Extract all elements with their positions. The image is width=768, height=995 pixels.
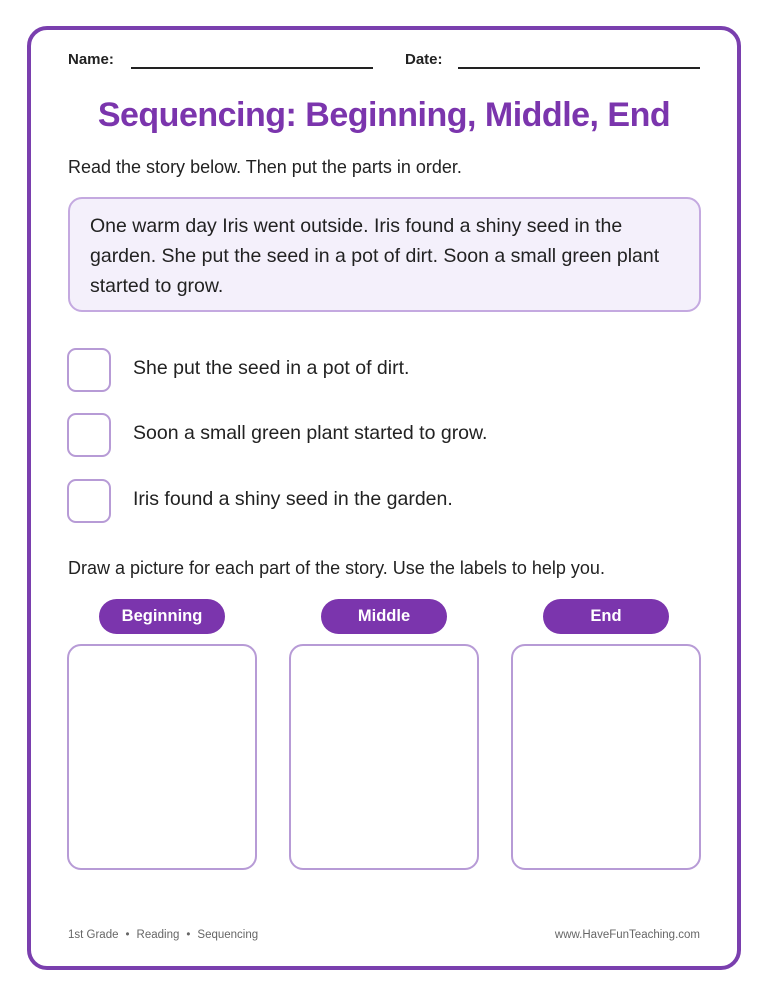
sequence-item [67,348,701,392]
footer-topic: Sequencing [197,929,259,941]
beginning-label: Beginning [99,599,225,634]
end-label: End [543,599,669,634]
middle-label: Middle [321,599,447,634]
name-label: Name: [68,51,114,68]
story-box [68,197,701,312]
sequence-item [67,413,701,457]
order-checkbox[interactable] [67,413,111,457]
story-text: One warm day Iris went outside. Iris found a shiny seed in the garden. She put the seed in a pot of dirt. Soon a small green plant started to grow. [90,215,660,297]
page-title: Sequencing: Beginning, Middle, End [97,96,671,134]
footer-separator: • [125,929,130,941]
order-checkbox[interactable] [67,348,111,392]
beginning-drawing-box[interactable] [67,644,257,870]
footer-separator: • [186,929,191,941]
middle-drawing-box[interactable] [289,644,479,870]
draw-instruction: Draw a picture for each part of the story. Use the labels to help you. [68,558,605,578]
sequence-item-text: Soon a small green plant started to grow. [133,422,488,444]
end-drawing-box[interactable] [511,644,701,870]
footer-website[interactable]: www.HaveFunTeaching.com [554,929,700,941]
order-checkbox[interactable] [67,479,111,523]
footer-subject: Reading [136,929,180,941]
footer-grade: 1st Grade [68,929,119,941]
date-label: Date: [405,51,443,68]
sequence-item-text: Iris found a shiny seed in the garden. [133,488,453,510]
name-field[interactable] [131,67,373,69]
footer-breadcrumb [68,929,258,941]
read-instruction: Read the story below. Then put the parts in order. [68,157,462,177]
sequence-item [67,479,701,523]
sequence-item-text: She put the seed in a pot of dirt. [133,357,410,379]
date-field[interactable] [458,67,700,69]
